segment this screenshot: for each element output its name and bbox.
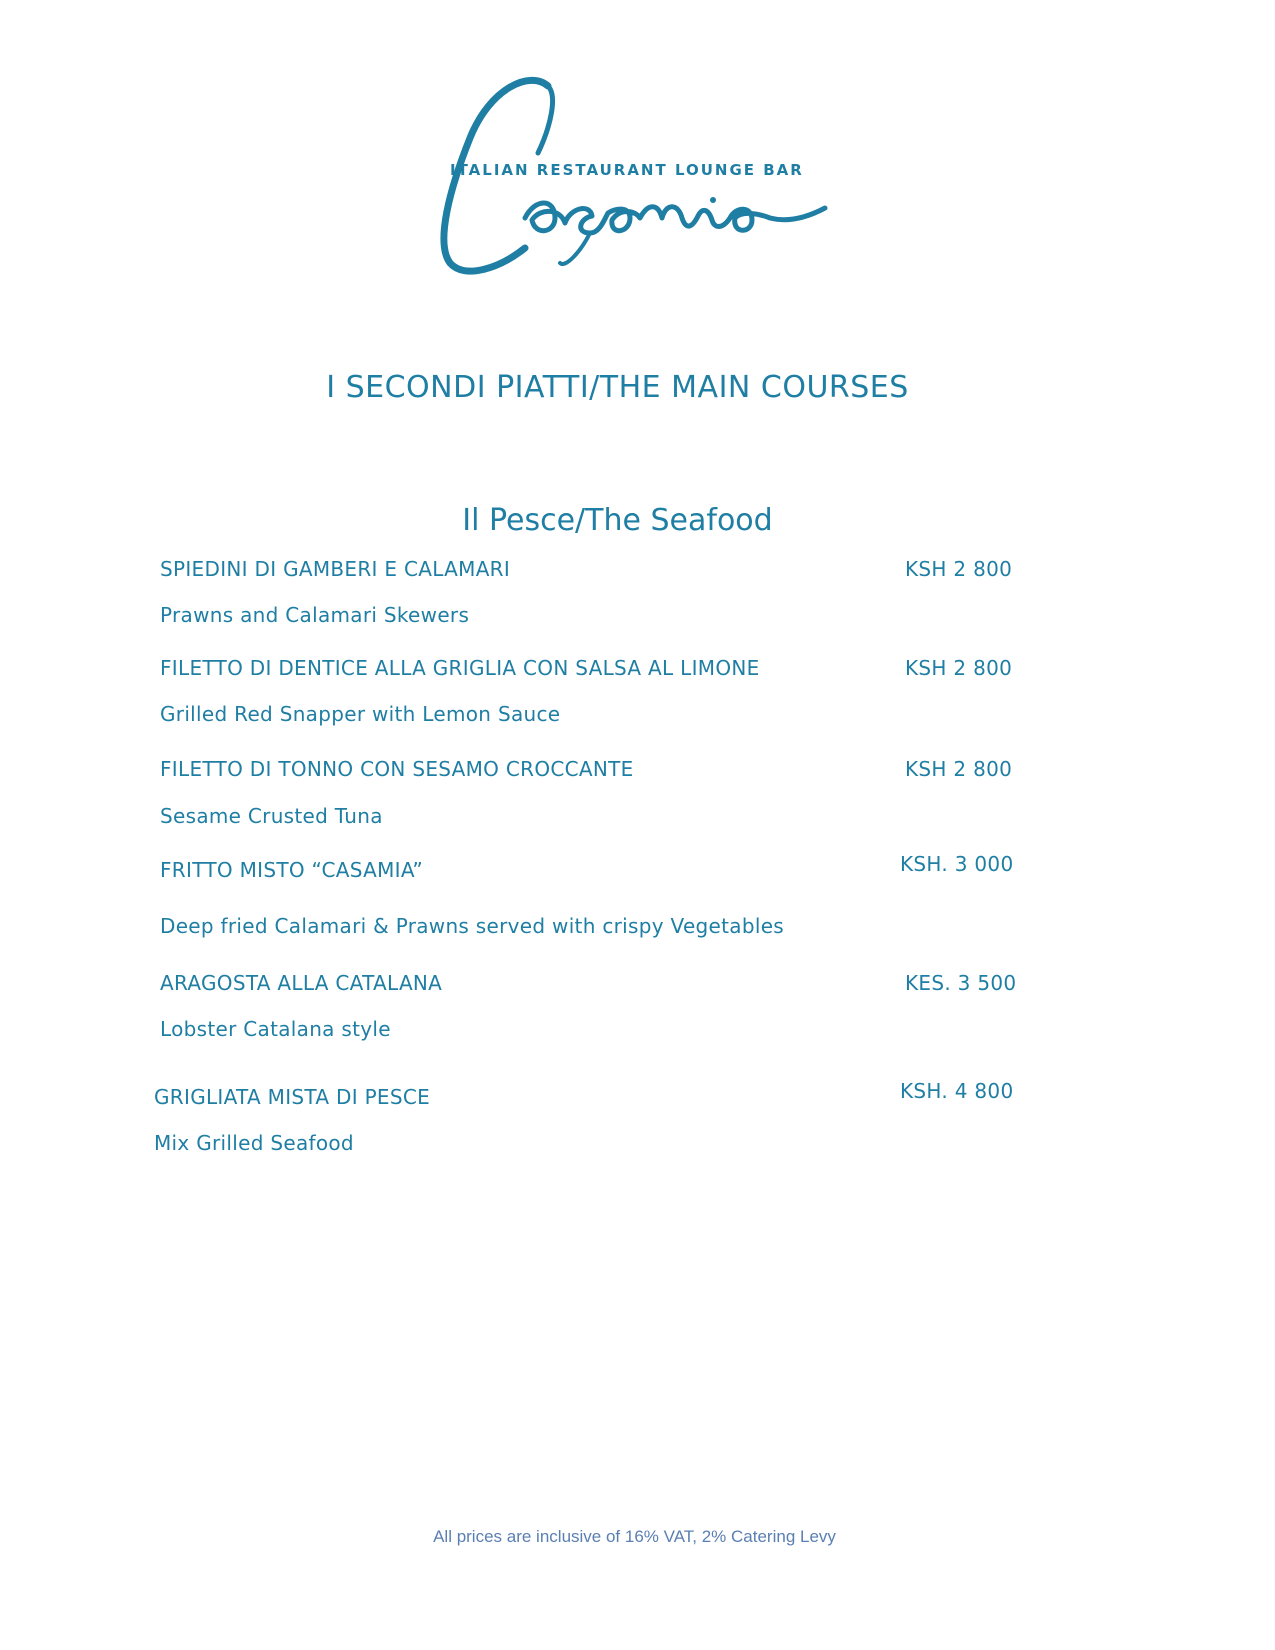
menu-item-price: KSH 2 800 <box>905 557 1013 581</box>
menu-item-name: FILETTO DI TONNO CON SESAMO CROCCANTE <box>160 757 634 781</box>
menu-item-name: FILETTO DI DENTICE ALLA GRIGLIA CON SALSA AL LIMONE <box>160 656 760 680</box>
menu-item-description: Mix Grilled Seafood <box>154 1131 354 1155</box>
menu-item-description: Prawns and Calamari Skewers <box>160 603 470 627</box>
menu-item-name: GRIGLIATA MISTA DI PESCE <box>154 1085 431 1109</box>
page-title: I SECONDI PIATTI/THE MAIN COURSES <box>326 370 909 405</box>
logo-tagline-art: ITALIAN RESTAURANT LOUNGE BAR <box>450 161 804 179</box>
menu-item-name: ARAGOSTA ALLA CATALANA <box>160 971 443 995</box>
menu-item-description: Lobster Catalana style <box>160 1017 391 1041</box>
footer-note: All prices are inclusive of 16% VAT, 2% Catering Levy <box>433 1527 836 1546</box>
menu-item-price: KSH 2 800 <box>905 757 1013 781</box>
menu-item-name: SPIEDINI DI GAMBERI E CALAMARI <box>160 557 511 581</box>
casamia-logo <box>430 68 850 283</box>
menu-item-description: Deep fried Calamari & Prawns served with crispy Vegetables <box>160 914 785 938</box>
menu-item-description: Grilled Red Snapper with Lemon Sauce <box>160 702 561 726</box>
menu-item-price: KSH. 3 000 <box>900 852 1014 876</box>
menu-item-price: KSH 2 800 <box>905 656 1013 680</box>
menu-item-description: Sesame Crusted Tuna <box>160 804 383 828</box>
menu-item-price: KSH. 4 800 <box>900 1079 1014 1103</box>
menu-item-name: FRITTO MISTO “CASAMIA” <box>160 858 424 882</box>
section-title: Il Pesce/The Seafood <box>462 503 773 538</box>
menu-item-price: KES. 3 500 <box>905 971 1017 995</box>
